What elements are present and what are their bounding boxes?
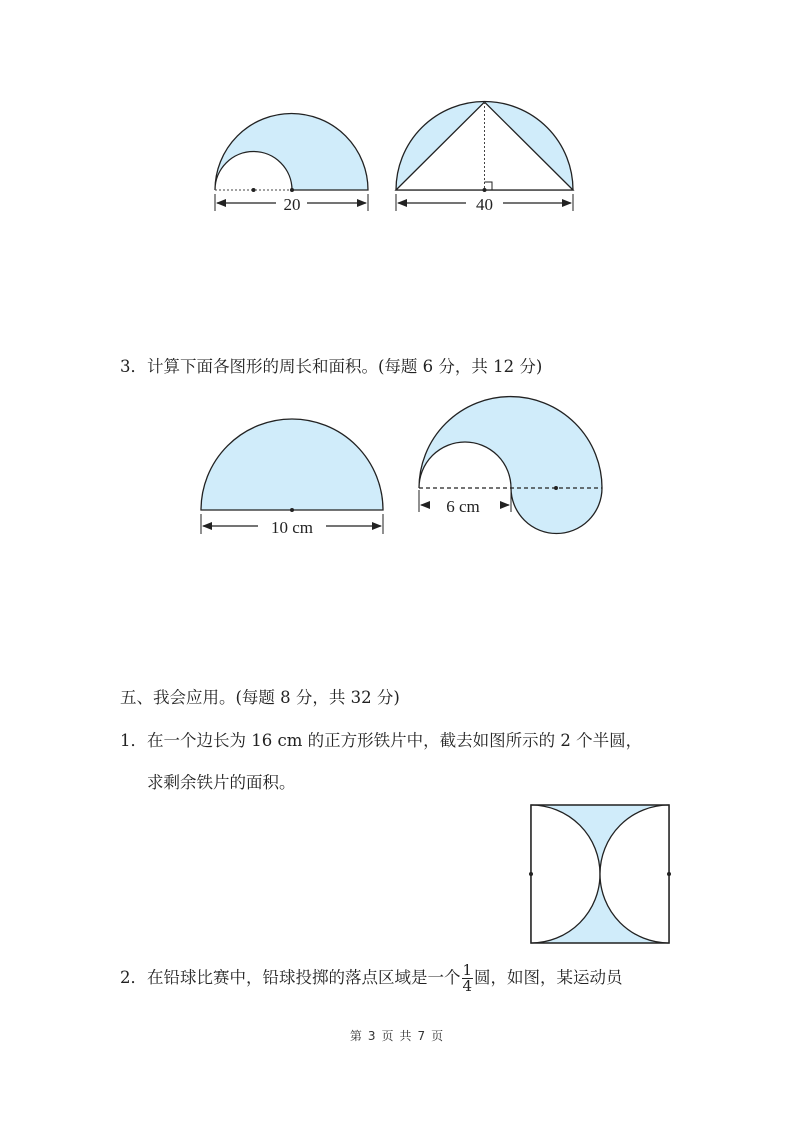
figure-2-semicircle-triangle xyxy=(396,101,573,214)
footer-total-pages: 7 xyxy=(417,1029,426,1043)
question-2-line-1 xyxy=(120,963,623,994)
question-1-line-2: 求剩余铁片的面积。 xyxy=(147,773,296,792)
figure-4-s-shape xyxy=(419,397,602,534)
fraction-denominator: 4 xyxy=(462,977,473,995)
figure-3-label: 10 cm xyxy=(270,518,314,537)
footer-ye: 页 xyxy=(381,1029,394,1043)
question-2-text-after: 圆，如图，某运动员 xyxy=(474,968,623,987)
footer-gong: 共 xyxy=(399,1029,412,1043)
figure-4-label: 6 cm xyxy=(446,497,480,516)
figure-3-semicircle xyxy=(201,419,383,537)
footer-di: 第 xyxy=(349,1029,362,1043)
footer-page-number: 3 xyxy=(367,1029,376,1043)
question-1-line-1: 1．在一个边长为 16 cm 的正方形铁片中，截去如图所示的 2 个半圆， xyxy=(120,731,643,750)
figure-1-semicircle-crescent xyxy=(215,114,368,214)
page-footer xyxy=(0,1027,793,1044)
question-2-text-before: 2．在铅球比赛中，铅球投掷的落点区域是一个 xyxy=(120,968,461,987)
section-3-title: 3．计算下面各图形的周长和面积。(每题 6 分，共 12 分) xyxy=(120,357,543,376)
figure-2-label: 40 xyxy=(476,195,493,214)
section-5-title: 五、我会应用。(每题 8 分，共 32 分) xyxy=(120,688,400,707)
figure-5-square-semicircles xyxy=(529,805,671,943)
fraction-numerator: 1 xyxy=(462,961,473,979)
quarter-fraction xyxy=(462,963,474,994)
footer-ye-2: 页 xyxy=(431,1029,444,1043)
figure-1-label: 20 xyxy=(283,195,301,214)
